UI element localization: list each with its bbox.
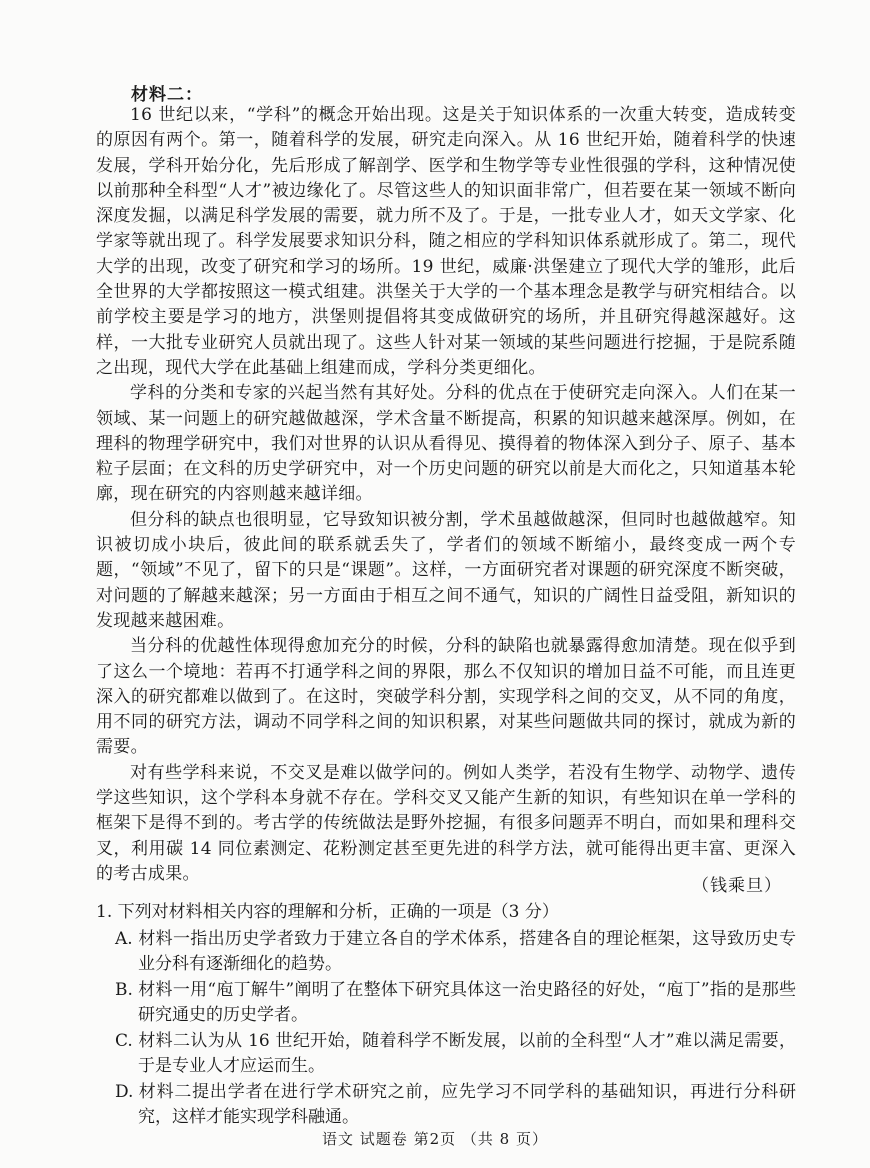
option-list xyxy=(96,927,796,1130)
option-text: 材料二认为从 16 世纪开始，随着科学不断发展，以前的全科型“人才”难以满足需要，于是专业人才应运而生。 xyxy=(138,1031,796,1076)
option-a xyxy=(96,927,796,977)
paragraph: 16 世纪以来，“学科”的概念开始出现。这是关于知识体系的一次重大转变，造成转变的原因有两个。第一，随着科学的发展，研究走向深入。从 16 世纪开始，随着科学的快速发展，学科开始分化，先后形成了解剖学、医学和生物学等专业性很强的学科，这种情况使以前那种全科型“人才”被边缘化了。尽管这些人的知识面非常广，但若要在某一领域不断向深度发掘，以满足科学发展的需要，就力所不及了。于是，一批专业人才，如天文学家、化学家等就出现了。科学发展要求知识分科，随之相应的学科知识体系就形成了。第二，现代大学的出现，改变了研究和学习的场所。19 世纪，威廉·洪堡建立了现代大学的雏形，此后全世界的大学都按照这一模式组建。洪堡关于大学的一个基本理念是教学与研究相结合。以前学校主要是学习的地方，洪堡则提倡将其变成做研究的场所，并且研究得越深越好。这样，一大批专业研究人员就出现了。这些人针对某一领域的某些问题进行挖掘，于是院系随之出现，现代大学在此基础上组建而成，学科分类更细化。 xyxy=(96,105,796,378)
option-text: 材料一指出历史学者致力于建立各自的学术体系，搭建各自的理论框架，这导致历史专业分科有逐渐细化的趋势。 xyxy=(138,929,796,974)
paragraph: 当分科的优越性体现得愈加充分的时候，分科的缺陷也就暴露得愈加清楚。现在似乎到了这么一个境地：若再不打通学科之间的界限，那么不仅知识的增加日益不可能，而且连更深入的研究都难以做到了。在这时，突破学科分割，实现学科之间的交叉，从不同的角度，用不同的研究方法，调动不同学科之间的知识积累，对某些问题做共同的探讨，就成为新的需要。 xyxy=(96,636,796,758)
question-stem: 1. 下列对材料相关内容的理解和分析，正确的一项是（3 分） xyxy=(96,902,559,922)
page-footer: 语文 试题卷 第2页 （共 8 页） xyxy=(322,1130,548,1148)
option-key: B. xyxy=(115,980,133,1000)
source-attribution: （钱乘旦） xyxy=(692,876,782,896)
option-text: 材料二提出学者在进行学术研究之前，应先学习不同学科的基础知识，再进行分科研究，这样才能实现学科融通。 xyxy=(138,1082,796,1127)
question-1 xyxy=(96,900,796,1131)
paragraph: 对有些学科来说，不交叉是难以做学问的。例如人类学，若没有生物学、动物学、遗传学这些知识，这个学科本身就不存在。学科交叉又能产生新的知识，有些知识在单一学科的框架下是得不到的。考古学的传统做法是野外挖掘，有很多问题弄不明白，而如果和理科交叉，利用碳 14 同位素测定、花粉测定甚至更先进的科学方法，就可能得出更丰富、更深入的考古成果。 xyxy=(96,762,796,884)
option-d xyxy=(96,1080,796,1130)
material-two-body xyxy=(96,103,796,887)
option-text: 材料一用“庖丁解牛”阐明了在整体下研究具体这一治史路径的好处，“庖丁”指的是那些研究通史的历史学者。 xyxy=(138,980,796,1025)
option-key: D. xyxy=(115,1082,134,1102)
paragraph: 学科的分类和专家的兴起当然有其好处。分科的优点在于使研究走向深入。人们在某一领域、某一问题上的研究越做越深，学术含量不断提高，积累的知识越来越深厚。例如，在理科的物理学研究中，我们对世界的认识从看得见、摸得着的物体深入到分子、原子、基本粒子层面；在文科的历史学研究中，对一个历史问题的研究以前是大而化之，只知道基本轮廓，现在研究的内容则越来越详细。 xyxy=(96,383,796,505)
option-c xyxy=(96,1029,796,1079)
section-heading: 材料二： xyxy=(131,85,203,105)
option-b xyxy=(96,978,796,1028)
paragraph: 但分科的缺点也很明显，它导致知识被分割，学术虽越做越深，但同时也越做越窄。知识被切成小块后，彼此间的联系就丢失了，学者们的领域不断缩小，最终变成一两个专题，“领域”不见了，留下的只是“课题”。这样，一方面研究者对课题的研究深度不断突破，对问题的了解越来越深；另一方面由于相互之间不通气，知识的广阔性日益受阻，新知识的发现越来越困难。 xyxy=(96,509,796,631)
option-key: A. xyxy=(115,929,133,949)
option-key: C. xyxy=(115,1031,133,1051)
